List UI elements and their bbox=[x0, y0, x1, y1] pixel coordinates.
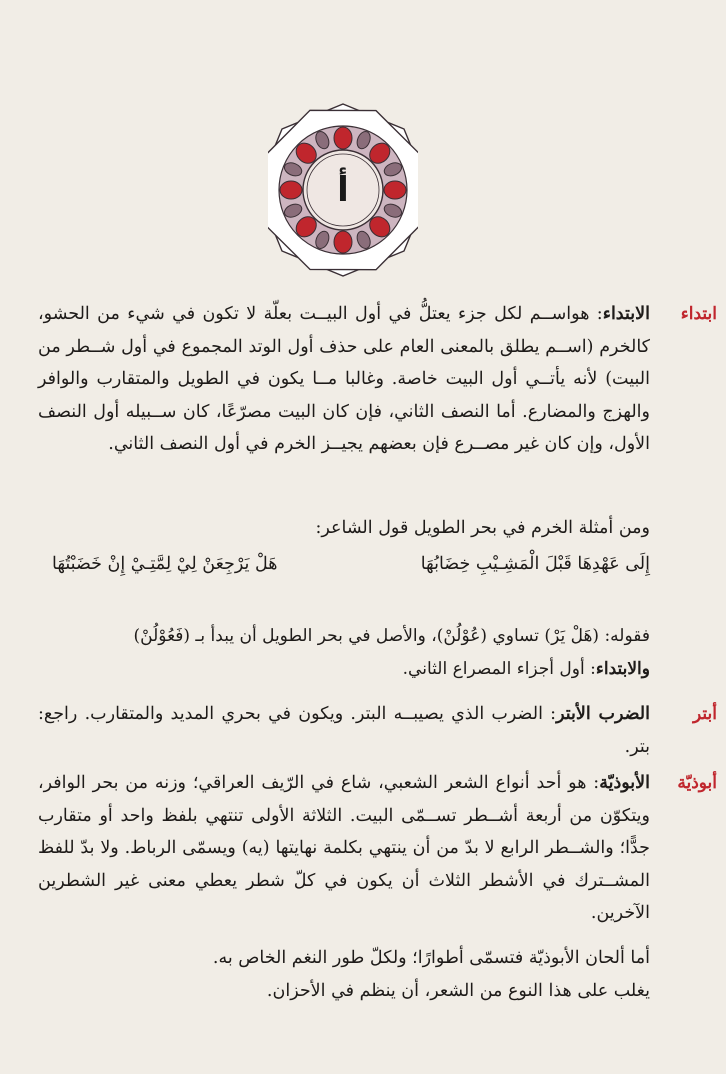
entry-ibtida-body: : هواســم لكل جزء يعتلُّ في أول البيــت بعلّة لا تكون في شيء من الحشو، كالخرم (اســم يطلق بالمعنى العام على حذف أول الوتد المجموع في أول شــطر من البيت) لأنه يأتــي أول البيت خاصة. وغالبا مــا يكون في الطويل والمتقارب والوافر والهزج والمضارع. أما النصف الثاني، فإن كان البيت مصرّعًا، كان ســبيله أول النصف الأول، وإن كان غير مصــرع فإن بعضهم يجيــز الخرم في أول النصف الثاني. bbox=[38, 304, 650, 454]
example-intro-text: ومن أمثلة الخرم في بحر الطويل قول الشاعر: bbox=[315, 518, 650, 538]
commentary-2 bbox=[38, 653, 650, 686]
commentary-2-body: : أول أجزاء المصراع الثاني. bbox=[402, 658, 596, 679]
entry-abtar-body: : الضرب الذي يصيبــه البتر. ويكون في بحري المديد والمتقارب. راجع: بتر. bbox=[38, 704, 650, 757]
closing-paragraph-1: أما ألحان الأبوذيّة فتسمّى أطوارًا؛ ولكلّ طور النغم الخاص به. bbox=[212, 948, 650, 968]
entry-ibtida-heading: الابتداء bbox=[602, 304, 650, 324]
term-abudhiyya: أبوذيّة bbox=[677, 773, 717, 793]
commentary bbox=[38, 620, 650, 685]
commentary-text: فقوله: (هَلْ يَرْ) تساوي (عُوْلُنْ)، والأصل في بحر الطويل أن يبدأ بـ (فَعُوْلُنْ) bbox=[133, 626, 650, 646]
entry-ibtida-paragraph bbox=[38, 298, 650, 461]
entry-abtar bbox=[38, 698, 650, 763]
section-letter: أ bbox=[337, 170, 349, 210]
entry-ibtida bbox=[38, 298, 650, 461]
verse-left-hemistich: هَلْ يَرْجِعَنْ لِيْ لِمَّتِـيْ إِنْ خَضَبْتُهَا bbox=[52, 554, 278, 574]
chapter-ornament bbox=[268, 100, 418, 280]
example-intro bbox=[38, 512, 650, 545]
verse-right-hemistich: إِلَى عَهْدِهَا قَبْلَ الْمَشِـيْبِ خِضَابُهَا bbox=[420, 554, 650, 574]
entry-abudhiyya-body: : هو أحد أنواع الشعر الشعبي، شاع في الرّيف العراقي؛ وزنه من بحر الوافر، ويتكوّن من أربعة أشــطر تســمّى البيت. الثلاثة الأولى تنتهي بلفظ واحد أو متقارب جدًّا؛ والشــطر الرابع لا بدّ من أن ينتهي بكلمة نهايتها (يه) ويسمّى الرباط. ولا بدّ للفظ المشــترك في الأشطر الثلاث أن يكون في كلّ شطر يعطي معنى غير الشطرين الآخرين. bbox=[38, 773, 650, 923]
entry-abudhiyya bbox=[38, 767, 650, 930]
commentary-2-heading: والابتداء bbox=[595, 658, 650, 679]
term-ibtida: ابتداء bbox=[680, 304, 717, 324]
entry-abtar-paragraph bbox=[38, 698, 650, 763]
term-abtar: أبتر bbox=[693, 704, 717, 724]
entry-abtar-heading: الضرب الأبتر bbox=[556, 704, 650, 724]
closing-paragraphs bbox=[38, 942, 650, 1007]
closing-paragraph-2: يغلب على هذا النوع من الشعر، أن ينظم في الأحزان. bbox=[266, 980, 650, 1001]
entry-abudhiyya-paragraph bbox=[38, 767, 650, 930]
entry-abudhiyya-heading: الأبوذيّة bbox=[599, 773, 650, 793]
